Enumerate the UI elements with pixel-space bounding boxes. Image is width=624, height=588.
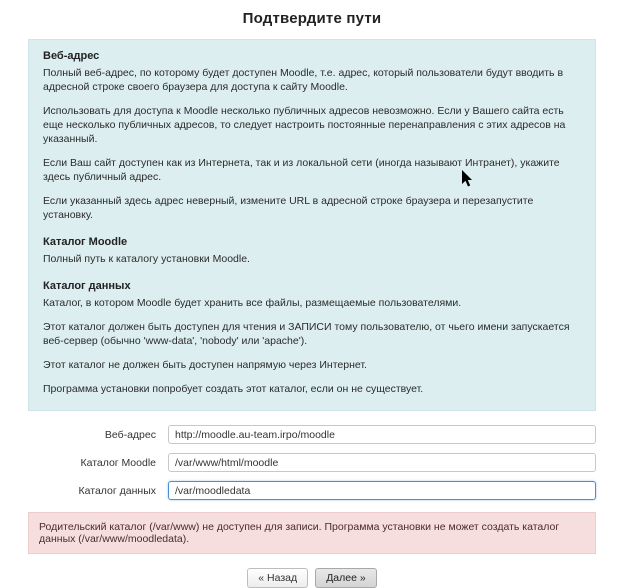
info-heading-datadir: Каталог данных [43, 280, 131, 292]
info-text-datadir-2: Этот каталог должен быть доступен для чтения и ЗАПИСИ тому пользователю, от чьего имени запускается веб-сервер (обычно 'www-data', 'nobody' или 'apache'). [43, 321, 570, 347]
error-message: Родительский каталог (/var/www) не доступен для записи. Программа установки не может создать каталог данных (/var/www/moodledata). [28, 512, 596, 554]
info-heading-moodledir: Каталог Moodle [43, 236, 128, 248]
info-text-weburl-1: Полный веб-адрес, по которому будет доступен Moodle, т.е. адрес, который пользователи будут вводить в адресной строке своего браузера для доступа к сайту Moodle. [43, 67, 564, 93]
info-text-weburl-2: Использовать для доступа к Moodle несколько публичных адресов невозможно. Если у Вашего сайта есть еще несколько публичных адресов, то следует настроить постоянные перенаправления с этих адресов на указанный. [43, 105, 566, 145]
form-row-datadir [28, 481, 596, 500]
input-datadir[interactable] [168, 481, 596, 500]
info-panel [28, 39, 596, 411]
info-text-moodledir-1: Полный путь к каталогу установки Moodle. [43, 253, 250, 265]
info-text-datadir-4: Программа установки попробует создать этот каталог, если он не существует. [43, 383, 424, 395]
label-datadir: Каталог данных [78, 484, 156, 497]
input-weburl[interactable] [168, 425, 596, 444]
form-row-weburl [28, 425, 596, 444]
label-moodledir: Каталог Moodle [80, 456, 156, 469]
label-weburl: Веб-адрес [104, 428, 156, 441]
paths-form [28, 425, 596, 500]
form-row-moodledir [28, 453, 596, 472]
info-text-weburl-3: Если Ваш сайт доступен как из Интернета, так и из локальной сети (иногда называют Интранет), укажите здесь публичный адрес. [43, 157, 560, 183]
next-button[interactable]: Далее » [315, 568, 377, 588]
form-buttons [0, 568, 624, 588]
info-text-datadir-1: Каталог, в котором Moodle будет хранить все файлы, размещаемые пользователями. [43, 297, 462, 309]
info-text-datadir-3: Этот каталог не должен быть доступен напрямую через Интернет. [43, 359, 367, 371]
page-title: Подтвердите пути [242, 10, 382, 27]
input-moodledir[interactable] [168, 453, 596, 472]
info-heading-weburl: Веб-адрес [43, 50, 100, 62]
info-text-weburl-4: Если указанный здесь адрес неверный, измените URL в адресной строке браузера и перезапустите установку. [43, 195, 534, 221]
back-button[interactable]: « Назад [247, 568, 308, 588]
